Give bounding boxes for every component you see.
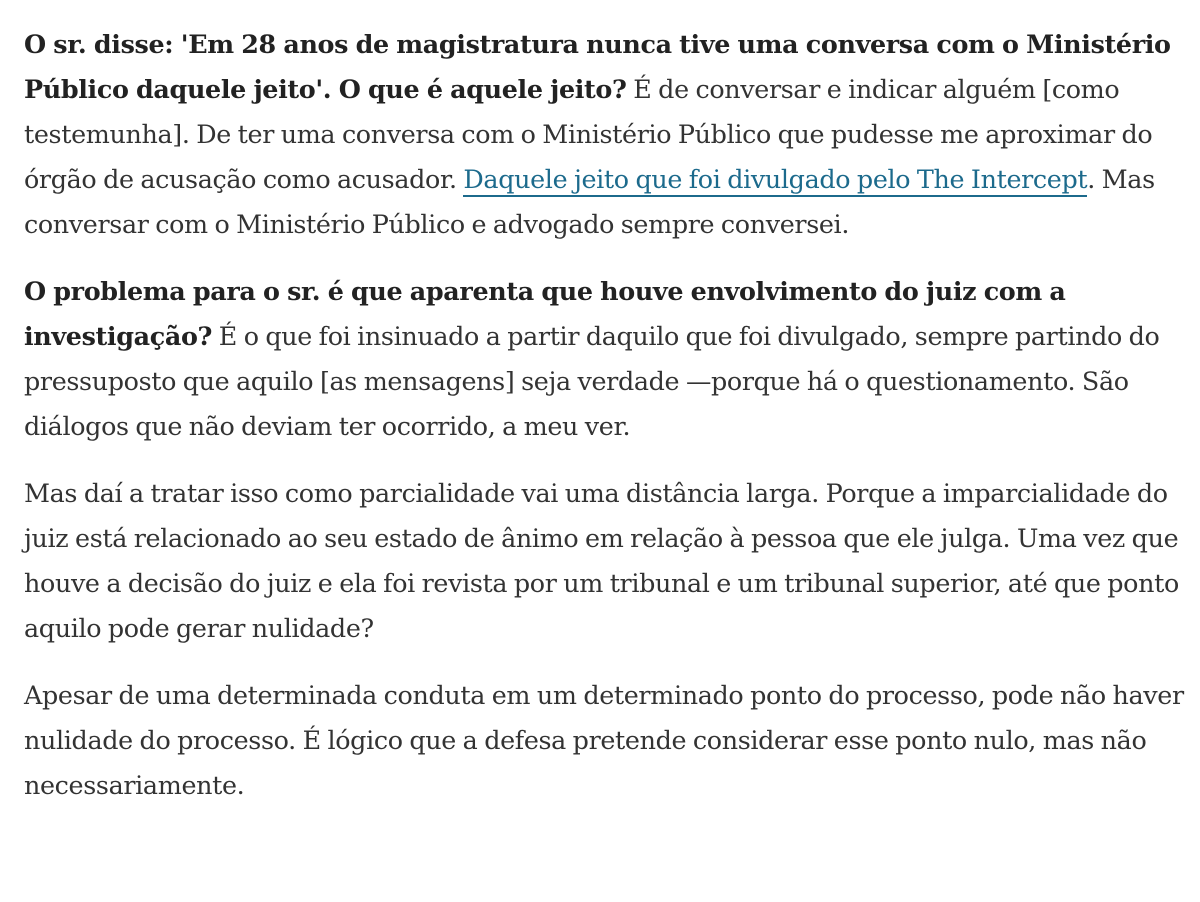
answer-text-3: Mas daí a tratar isso como parcialidade vai uma distância larga. Porque a imparcialidade do juiz está relacionado ao seu estado de ânimo em relação à pessoa que ele julga. Uma vez que houve a decisão do juiz e ela foi revista por um tribunal e um tribunal superior, até que ponto aquilo pode gerar nulidade? xyxy=(24,478,1179,643)
answer-text-4: Apesar de uma determinada conduta em um determinado ponto do processo, pode não haver nulidade do processo. É lógico que a defesa pretende considerar esse ponto nulo, mas não necessariamente. xyxy=(24,680,1184,800)
answer-text-2: É o que foi insinuado a partir daquilo que foi divulgado, sempre partindo do pressuposto que aquilo [as mensagens] seja verdade —porque há o questionamento. São diálogos que não deviam ter ocorrido, a meu ver. xyxy=(24,321,1160,441)
paragraph-1 xyxy=(24,22,1184,247)
article-body xyxy=(24,22,1184,830)
paragraph-3 xyxy=(24,471,1184,651)
interview-question-1: O sr. disse: 'Em 28 anos de magistratura nunca tive uma conversa com o Ministério Público daquele jeito'. O que é aquele jeito? xyxy=(24,29,1171,104)
paragraph-4 xyxy=(24,673,1184,808)
interview-question-2: O problema para o sr. é que aparenta que houve envolvimento do juiz com a investigação? xyxy=(24,276,1066,351)
intercept-link[interactable]: Daquele jeito que foi divulgado pelo The Intercept xyxy=(463,164,1087,197)
paragraph-2 xyxy=(24,269,1184,449)
answer-text-1a: É de conversar e indicar alguém [como testemunha]. De ter uma conversa com o Ministério Público que pudesse me aproximar do órgão de acusação como acusador. xyxy=(24,74,1153,194)
answer-text-1b: . Mas conversar com o Ministério Público e advogado sempre conversei. xyxy=(24,164,1155,239)
